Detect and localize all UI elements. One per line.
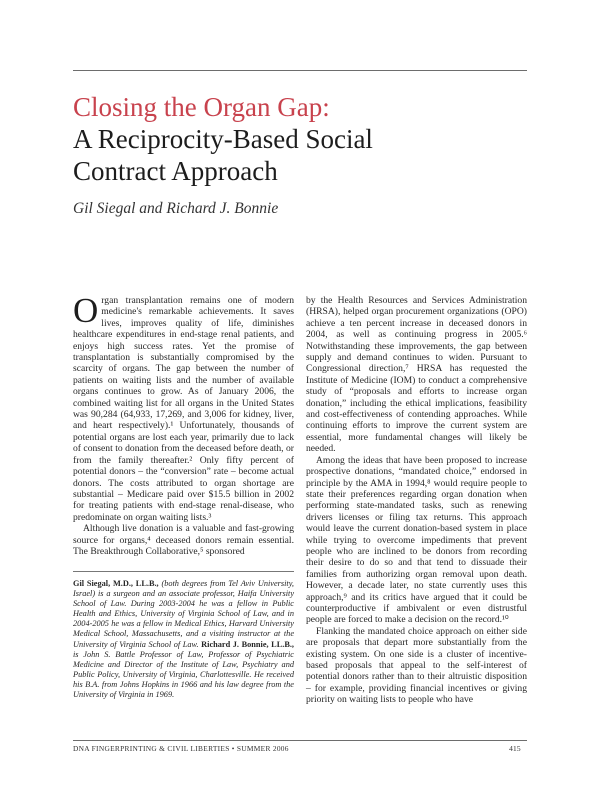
- paragraph: Flanking the mandated choice approach on either side are proposals that depart more substantially from the existing system. On one side is a cluster of incentive-based proposals that appeal to the self-interest of potential donors rather than to their altruistic disposition – for example, providing financial incentives or giving priority on waiting lists to people who have: [306, 625, 527, 706]
- author-name: Richard J. Bonnie, LL.B.,: [201, 639, 294, 649]
- author-name: Gil Siegal, M.D., LL.B.,: [73, 579, 159, 588]
- title-line-3: Contract Approach: [73, 156, 278, 186]
- author-bio: is John S. Battle Professor of Law, Professor of Psychiatric Medicine and Director of the Institute of Law, Psychiatry and Public Policy, University of Virginia, Charlottesville. He received his B.A. from Johns Hopkins in 1966 and his law degree from the University of Virginia in 1969.: [73, 649, 294, 700]
- paragraph-text: rgan transplantation remains one of modern medicine's remarkable achievements. It saves lives, improves quality of life, diminishes healthcare expenditures in end-stage renal patients, and enjoys high success rates. Yet the promise of transplantation is substantially compromised by the scarcity of organs. The gap between the number of patients on waiting lists and the number of available organs continues to grow. As of January 2006, the combined waiting list for all organs in the United States was 90,284 (64,933, 17,269, and 3,006 for kidney, liver, and heart respectively).¹ Unfortunately, thousands of potential organs are lost each year, primarily due to lack of consent to donation from the deceased before death, or from the family thereafter.² Only fifty percent of potential donors – the “conversion” rate – become actual donors. The costs attributed to organ shortage are substantial – Medicare paid over $15.5 billion in 2002 for treating patients with end-stage renal-disease, who predominate on organ waiting lists.³: [73, 295, 294, 523]
- right-column: [306, 295, 527, 706]
- paragraph: by the Health Resources and Services Administration (HRSA), helped organ procurement organizations (OPO) achieve a ten percent increase in deceased donors in 2004, as well as continuing progress in 2005.⁶ Notwithstanding these improvements, the gap between supply and demand continues to widen. Pursuant to Congressional direction,⁷ HRSA has requested the Institute of Medicine (IOM) to conduct a comprehensive study of “proposals and efforts to increase organ donation,” including the ethical implications, feasibility and cost-effectiveness of contending approaches. While continuing efforts to improve the current system are essential, more fundamental changes will likely be needed.: [306, 295, 527, 455]
- paragraph: Among the ideas that have been proposed to increase prospective donations, “mandated choice,” endorsed in principle by the AMA in 1994,⁸ would require people to state their preferences regarding organ donation when performing state-mandated tasks, such as renewing drivers licenses or filing tax returns. This approach would leave the current donation-based system in place while trying to overcome impediments that prevent people who are inclined to be donors from recording their desire to do so and that tend to dissuade their families from authorizing organ removal upon death. However, a decade later, no state currently uses this approach,⁹ and its critics have argued that it could be counterproductive if ambivalent or even distrustful people are forced to make a decision on the record.¹⁰: [306, 454, 527, 626]
- bottom-rule: [73, 740, 527, 741]
- drop-cap: O: [73, 291, 99, 330]
- running-footer: DNA FINGERPRINTING & CIVIL LIBERTIES • SUMMER 2006: [73, 744, 289, 753]
- author-footnote: [73, 579, 294, 700]
- author-bio: (both degrees from Tel Aviv University, Israel) is a surgeon and an associate professor, Haifa University School of Law. During 2003-2004 he was a fellow in Public Health and Ethics, University of Virginia School of Law, and in 2004-2005 he was a fellow in Medical Ethics, Harvard University Medical School, Massachusetts, and a visiting instructor at the University of Virginia School of Law.: [73, 579, 295, 649]
- paragraph: [73, 291, 294, 523]
- paragraph: Although live donation is a valuable and fast-growing source for organs,⁴ deceased donors remain essential. The Breakthrough Collaborative,⁵ sponsored: [73, 523, 294, 557]
- page-number: 415: [509, 744, 521, 753]
- title-line-2: A Reciprocity-Based Social: [73, 124, 373, 154]
- title-line-1: Closing the Organ Gap:: [73, 92, 330, 122]
- authors: Gil Siegal and Richard J. Bonnie: [73, 200, 279, 217]
- top-rule: [73, 70, 527, 71]
- left-column: [73, 291, 294, 557]
- footnote-rule: [73, 571, 294, 572]
